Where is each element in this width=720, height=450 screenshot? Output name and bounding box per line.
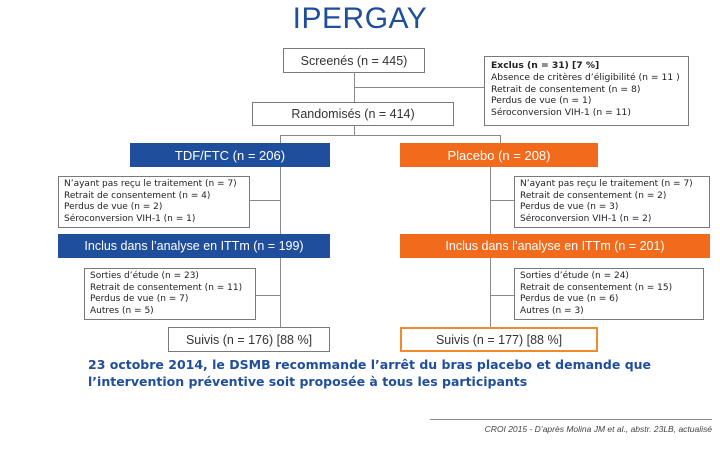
dsmb-note: 23 octobre 2014, le DSMB recommande l’arrêt du bras placebo et demande que l’intervention préventive soit proposée à tous les participants — [88, 357, 652, 389]
excluded-header: Exclus (n = 31) [7 %] — [491, 60, 600, 71]
left-exits-box — [84, 268, 256, 320]
page-title: IPERGAY — [292, 2, 428, 35]
excluded-line: Absence de critères d’éligibilité (n = 11 ) — [491, 71, 680, 83]
right-not-treated-line: Séroconversion VIH-1 (n = 2) — [520, 213, 652, 224]
connector-left-arm — [280, 135, 281, 143]
connector-random-split — [354, 125, 355, 135]
connector-right-nottreated — [490, 200, 514, 201]
left-itt-box: Inclus dans l’analyse en ITTm (n = 199) — [58, 234, 330, 258]
left-not-treated-line: N’ayant pas reçu le traitement (n = 7) — [64, 179, 237, 189]
right-exits-line: Autres (n = 3) — [520, 305, 584, 316]
right-exits-line: Sorties d’étude (n = 24) — [520, 271, 629, 281]
connector-to-excluded — [354, 87, 484, 88]
right-not-treated-line: Retrait de consentement (n = 2) — [520, 190, 667, 201]
connector-right-exits — [490, 295, 514, 296]
left-not-treated-line: Retrait de consentement (n = 4) — [64, 190, 211, 201]
right-not-treated-line: Perdus de vue (n = 3) — [520, 202, 619, 212]
excluded-line: Séroconversion VIH-1 (n = 11) — [491, 107, 631, 119]
right-not-treated-line: N’ayant pas reçu le traitement (n = 7) — [520, 179, 693, 189]
right-itt-box: Inclus dans l’analyse en ITTm (n = 201) — [400, 234, 710, 258]
source-citation: CROI 2015 - D’après Molina JM et al., abstr. 23LB, actualisé — [484, 424, 712, 434]
screened-box: Screenés (n = 445) — [283, 48, 425, 73]
left-exits-line: Perdus de vue (n = 7) — [90, 294, 189, 304]
left-not-treated-line: Perdus de vue (n = 2) — [64, 202, 163, 212]
left-not-treated-box — [58, 176, 250, 228]
connector-right-arm — [500, 135, 501, 143]
connector-horizontal-split — [280, 135, 500, 136]
excluded-box — [484, 56, 689, 126]
left-exits-line: Sorties d’étude (n = 23) — [90, 271, 199, 281]
right-exits-line: Perdus de vue (n = 6) — [520, 294, 619, 304]
connector-left-exits — [256, 295, 280, 296]
right-exits-line: Retrait de consentement (n = 15) — [520, 282, 673, 293]
arm-right-header: Placebo (n = 208) — [400, 143, 598, 167]
connector-left-nottreated — [250, 200, 280, 201]
excluded-line: Perdus de vue (n = 1) — [491, 95, 592, 107]
left-exits-line: Retrait de consentement (n = 11) — [90, 282, 243, 293]
right-followed-box: Suivis (n = 177) [88 %] — [400, 327, 598, 352]
bottom-rule — [430, 419, 712, 420]
right-not-treated-box — [514, 176, 710, 228]
randomized-box: Randomisés (n = 414) — [252, 102, 454, 126]
left-followed-box: Suivis (n = 176) [88 %] — [168, 327, 330, 352]
excluded-line: Retrait de consentement (n = 8) — [491, 83, 641, 95]
left-not-treated-line: Séroconversion VIH-1 (n = 1) — [64, 213, 196, 224]
left-exits-line: Autres (n = 5) — [90, 305, 154, 316]
arm-left-header: TDF/FTC (n = 206) — [130, 143, 330, 167]
right-exits-box — [514, 268, 704, 320]
